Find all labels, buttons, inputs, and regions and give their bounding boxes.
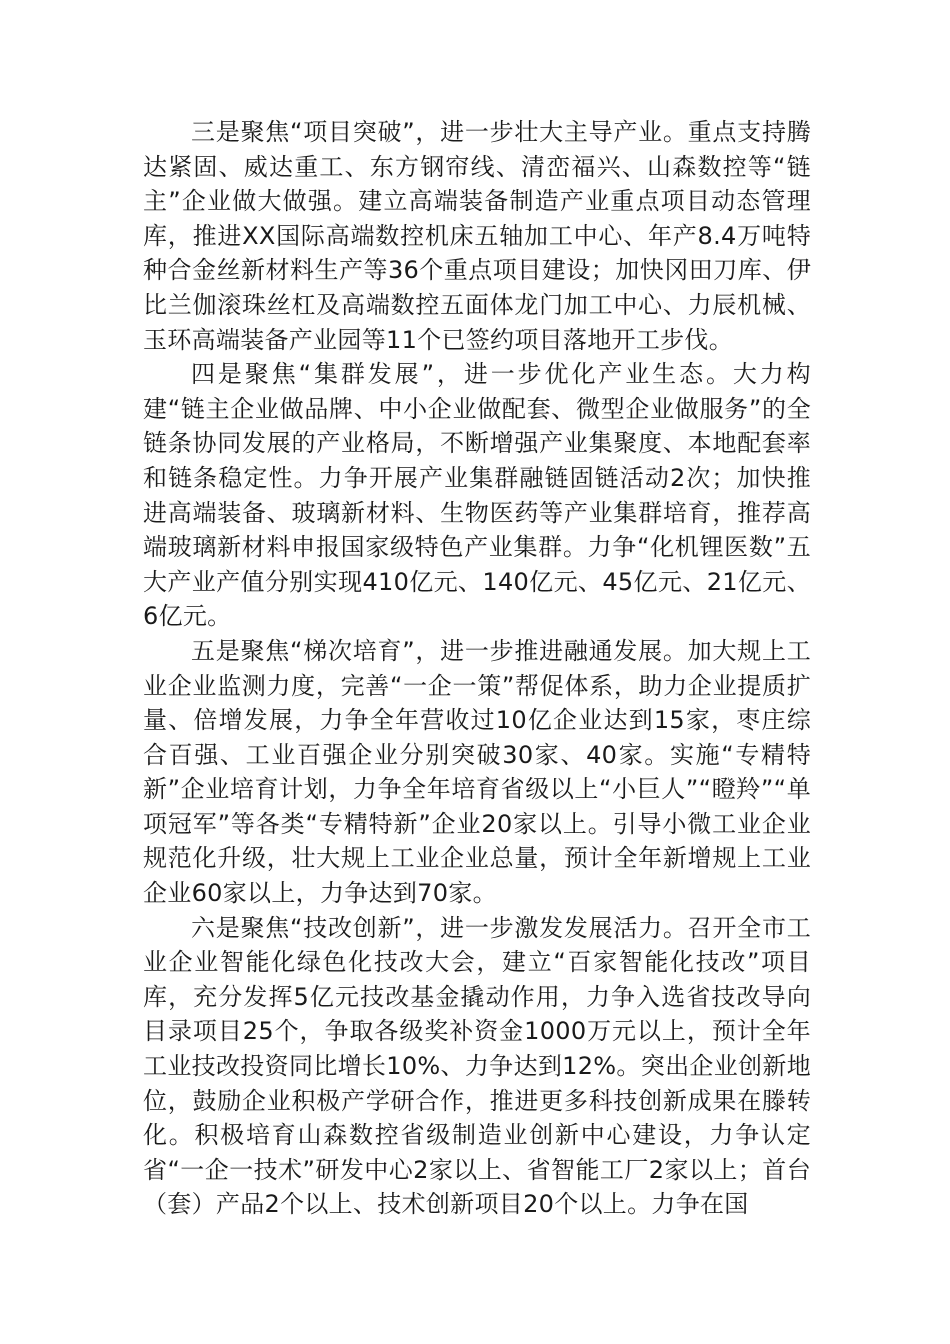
paragraph-project-breakthrough: 三是聚焦“项目突破”，进一步壮大主导产业。重点支持腾达紧固、威达重工、东方钢帘线、清峦福兴、山森数控等“链主”企业做大做强。建立高端装备制造产业重点项目动态管理库，推进XX国际高端数控机床五轴加工中心、年产8.4万吨特种合金丝新材料生产等36个重点项目建设；加快冈田刀库、伊比兰伽滚珠丝杠及高端数控五面体龙门加工中心、力辰机械、玉环高端装备产业园等11个已签约项目落地开工步伐。 [143, 118, 811, 354]
paragraph-tiered-cultivation: 五是聚焦“梯次培育”，进一步推进融通发展。加大规上工业企业监测力度，完善“一企一策”帮促体系，助力企业提质扩量、倍增发展，力争全年营收过10亿企业达到15家，枣庄综合百强、工业百强企业分别突破30家、40家。实施“专精特新”企业培育计划，力争全年培育省级以上“小巨人”“瞪羚”“单项冠军”等各类“专精特新”企业20家以上。引导小微工业企业规范化升级，壮大规上工业企业总量，预计全年新增规上工业企业60家以上，力争达到70家。 [143, 636, 811, 908]
document-body [143, 115, 811, 1222]
paragraph-tech-innovation: 六是聚焦“技改创新”，进一步激发发展活力。召开全市工业企业智能化绿色化技改大会，建立“百家智能化技改”项目库，充分发挥5亿元技改基金撬动作用，力争入选省技改导向目录项目25个，争取各级奖补资金1000万元以上，预计全年工业技改投资同比增长10%、力争达到12%。突出企业创新地位，鼓励企业积极产学研合作，推进更多科技创新成果在滕转化。积极培育山森数控省级制造业创新中心建设，力争认定省“一企一技术”研发中心2家以上、省智能工厂2家以上；首台（套）产品2个以上、技术创新项目20个以上。力争在国 [143, 913, 811, 1219]
paragraph-cluster-development: 四是聚焦“集群发展”，进一步优化产业生态。大力构建“链主企业做品牌、中小企业做配套、微型企业做服务”的全链条协同发展的产业格局，不断增强产业集聚度、本地配套率和链条稳定性。力争开展产业集群融链固链活动2次；加快推进高端装备、玻璃新材料、生物医药等产业集群培育，推荐高端玻璃新材料申报国家级特色产业集群。力争“化机锂医数”五大产业产值分别实现410亿元、140亿元、45亿元、21亿元、6亿元。 [143, 360, 811, 631]
